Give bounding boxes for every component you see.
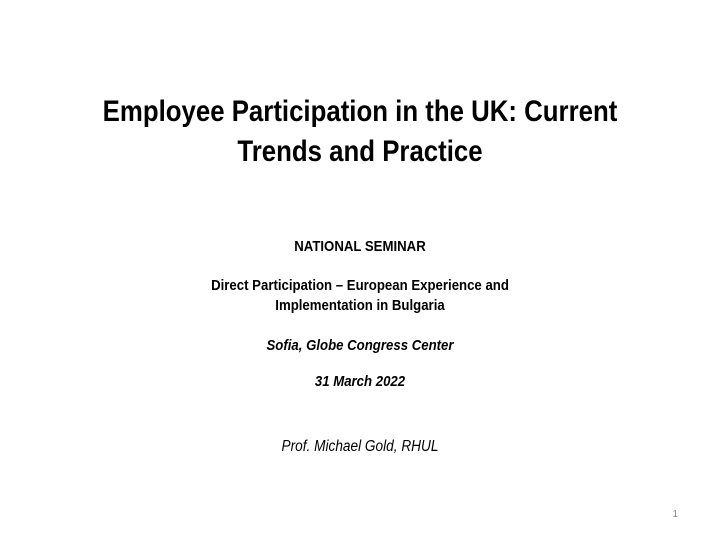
- event-date: 31 March 2022: [314, 373, 406, 390]
- seminar-label: NATIONAL SEMINAR: [294, 238, 426, 255]
- event-title: [122, 276, 597, 316]
- event-venue: Sofia, Globe Congress Center: [266, 337, 454, 354]
- page-number: 1: [672, 509, 678, 520]
- slide-title: [85, 92, 635, 172]
- speaker-name: Prof. Michael Gold, RHUL: [281, 438, 439, 455]
- slide-title-line-2: Trends and Practice: [237, 135, 483, 168]
- slide-title-line-1: Employee Participation in the UK: Current: [102, 95, 618, 128]
- event-title-line-2: Implementation in Bulgaria: [275, 297, 445, 314]
- event-title-line-1: Direct Participation – European Experience and: [211, 277, 509, 294]
